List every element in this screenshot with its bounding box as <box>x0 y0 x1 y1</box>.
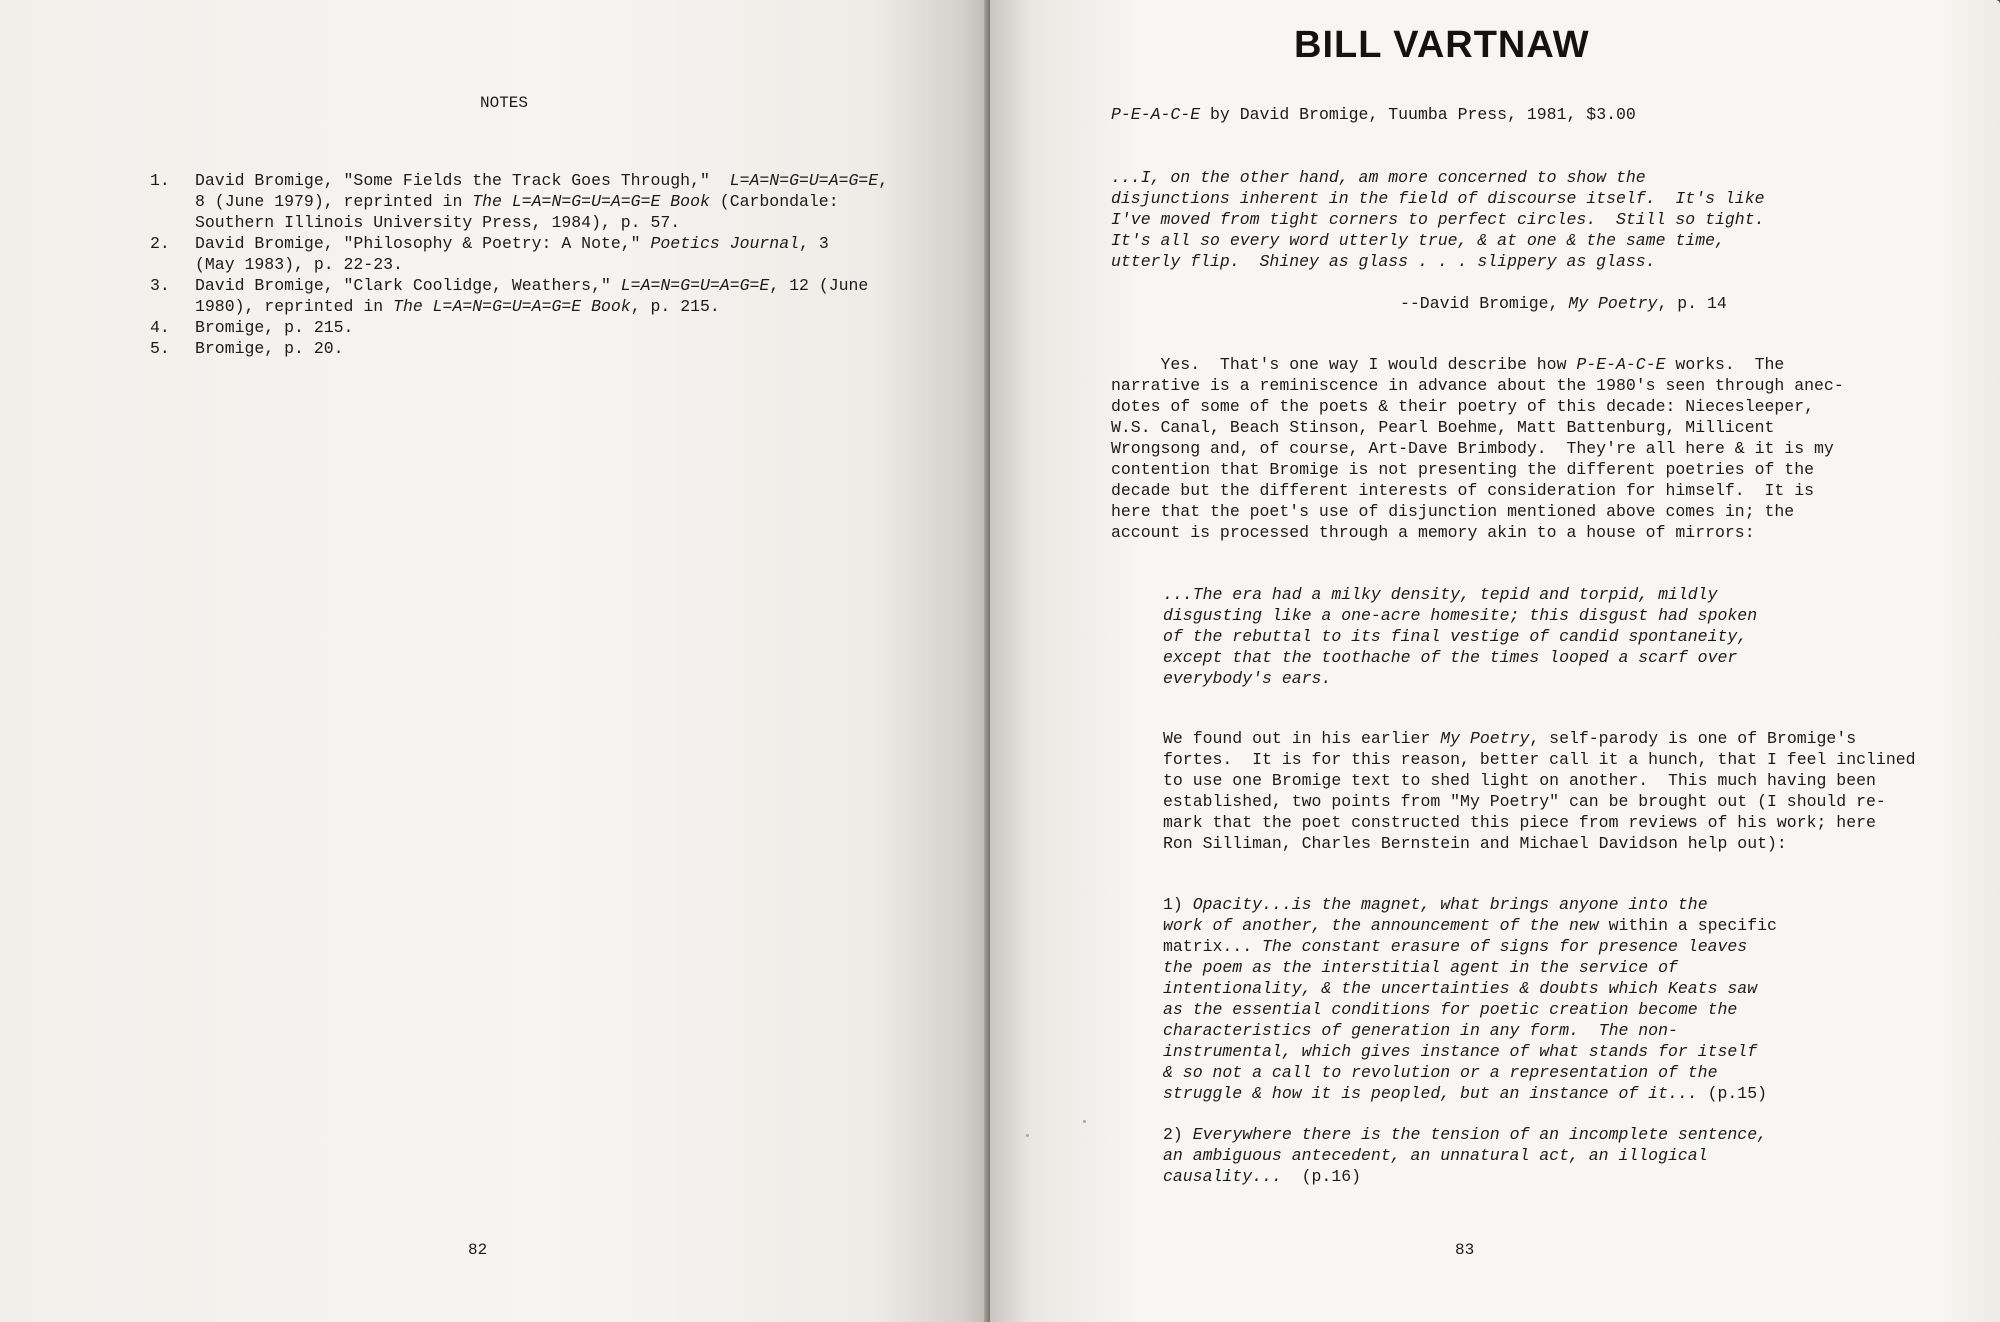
text-run: , self-parody is one of Bromige's fortes. It is for this reason, better call it a hunch, that I feel inclined to use one Bromige text to shed light on another. This much having been established, two points from "My Poetry" can be brought out (I should re- mark that the poet constructed this piece from reviews of his work; here Ron Silliman, Charles Bernstein and Michael Davidson help out): <box>1163 729 1916 853</box>
text-run: David Bromige, "Philosophy & Poetry: A Note," <box>195 234 651 253</box>
quoted-point-1 <box>1163 894 1777 1104</box>
note-item <box>150 170 888 233</box>
italic-text-run: ...The era had a milky density, tepid and torpid, mildly disgusting like a one-acre homesite; this disgust had spoken of the rebuttal to its final vestige of candid spontaneity, except that the toothache of the times looped a scarf over everybody's ears. <box>1163 585 1758 688</box>
italic-text-run: Opacity...is the magnet, what brings anyone into the work of another, the announcement of the new <box>1163 895 1708 935</box>
italic-text-run: The constant erasure of signs for presence leaves the poem as the interstitial agent in the service of intentionality, & the uncertainties & doubts which Keats saw as the essential conditions for poetic creation become the characteristics of generation in any form. The non- instrumental, which gives instance of what stands for itself & so not a call to revolution or a representation of the struggle & how it is peopled, but an instance of it... <box>1163 937 1758 1103</box>
text-run: by David Bromige, Tuumba Press, 1981, $3.00 <box>1200 105 1636 124</box>
note-number: 1. <box>150 171 170 190</box>
italic-text-run: Everywhere there is the tension of an incomplete sentence, an ambiguous antecedent, an unnatural act, an illogical causality... <box>1163 1125 1768 1186</box>
right-page <box>990 0 2000 1322</box>
note-item <box>150 317 888 338</box>
note-number: 5. <box>150 339 170 358</box>
italic-text-run: The L=A=N=G=U=A=G=E Book <box>393 297 631 316</box>
italic-text-run: My Poetry <box>1440 729 1530 748</box>
body-paragraph-2 <box>1163 728 1916 854</box>
italic-text-run: L=A=N=G=U=A=G=E <box>729 171 879 190</box>
italic-text-run: P-E-A-C-E <box>1111 105 1201 124</box>
note-text <box>195 171 888 232</box>
note-text <box>195 276 868 316</box>
text-run: , p. 215. <box>630 297 720 316</box>
note-item <box>150 338 888 359</box>
note-item <box>150 275 888 317</box>
note-number: 3. <box>150 276 170 295</box>
notes-heading: NOTES <box>480 94 529 112</box>
text-run: We found out in his earlier <box>1163 729 1441 748</box>
text-run: --David Bromige, <box>1400 294 1569 313</box>
italic-text-run: L=A=N=G=U=A=G=E <box>620 276 770 295</box>
text-run: Bromige, p. 20. <box>195 339 344 358</box>
epigraph-quote <box>1111 167 1765 272</box>
note-item <box>150 233 888 275</box>
text-run: Yes. That's one way I would describe how <box>1111 355 1577 374</box>
note-text <box>195 234 829 274</box>
page-number-right: 83 <box>1455 1241 1475 1259</box>
text-run: within a specific matrix... <box>1163 916 1777 956</box>
text-run: , 3 (May 1983), p. 22-23. <box>195 234 829 274</box>
italic-text-run: ...I, on the other hand, am more concerned to show the disjunctions inherent in the field of discourse itself. It's like I've moved from tight corners to perfect circles. Still so tight. It's all so every word utterly true, & at one & the same time, utterly flip. Shiney as glass . . . slippery as glass. <box>1111 168 1765 271</box>
block-quote <box>1163 584 1757 689</box>
italic-text-run: P-E-A-C-E <box>1576 355 1666 374</box>
text-run: 2) <box>1163 1125 1193 1144</box>
page-number-left: 82 <box>468 1241 488 1259</box>
notes-list <box>150 170 888 359</box>
note-text <box>195 339 344 358</box>
text-run: , 8 (June 1979), reprinted in <box>195 171 889 211</box>
text-run: , p. 14 <box>1657 294 1727 313</box>
review-header <box>1111 104 1636 125</box>
paper-speck <box>1083 1120 1086 1123</box>
text-run: works. The narrative is a reminiscence in advance about the 1980's seen through anec- dotes of some of the poets & their poetry of this decade: Niecesleeper, W.S. Canal, Beach Stinson, Pearl Boehme, Matt Battenburg, Millicent Wrongsong and, of course, Art-Dave Brimbody. They're all here & it is my contention that Bromige is not presenting the different poetries of the decade but the different interests of consideration for himself. It is here that the poet's use of disjunction mentioned above comes in; the account is processed through a memory akin to a house of mirrors: <box>1111 355 1844 542</box>
italic-text-run: Poetics Journal <box>650 234 800 253</box>
italic-text-run: My Poetry <box>1568 294 1658 313</box>
italic-text-run: The L=A=N=G=U=A=G=E Book <box>472 192 710 211</box>
body-paragraph-1 <box>1111 354 1844 543</box>
text-run: (p.15) <box>1697 1084 1767 1103</box>
paper-speck <box>1026 1134 1029 1137</box>
text-run: David Bromige, "Clark Coolidge, Weathers," <box>195 276 621 295</box>
text-run: , 12 (June 1980), reprinted in <box>195 276 869 316</box>
note-number: 2. <box>150 234 170 253</box>
quoted-point-2 <box>1163 1124 1767 1187</box>
left-page <box>0 0 992 1322</box>
text-run: 1) <box>1163 895 1193 914</box>
note-text <box>195 318 353 337</box>
note-number: 4. <box>150 318 170 337</box>
author-title: BILL VARTNAW <box>1294 24 1590 66</box>
text-run: Bromige, p. 215. <box>195 318 354 337</box>
text-run: David Bromige, "Some Fields the Track Goes Through," <box>195 171 730 190</box>
text-run: (p.16) <box>1281 1167 1362 1186</box>
text-run: (Carbondale: Southern Illinois University Press, 1984), p. 57. <box>195 192 839 232</box>
epigraph-attribution <box>1400 293 1727 314</box>
